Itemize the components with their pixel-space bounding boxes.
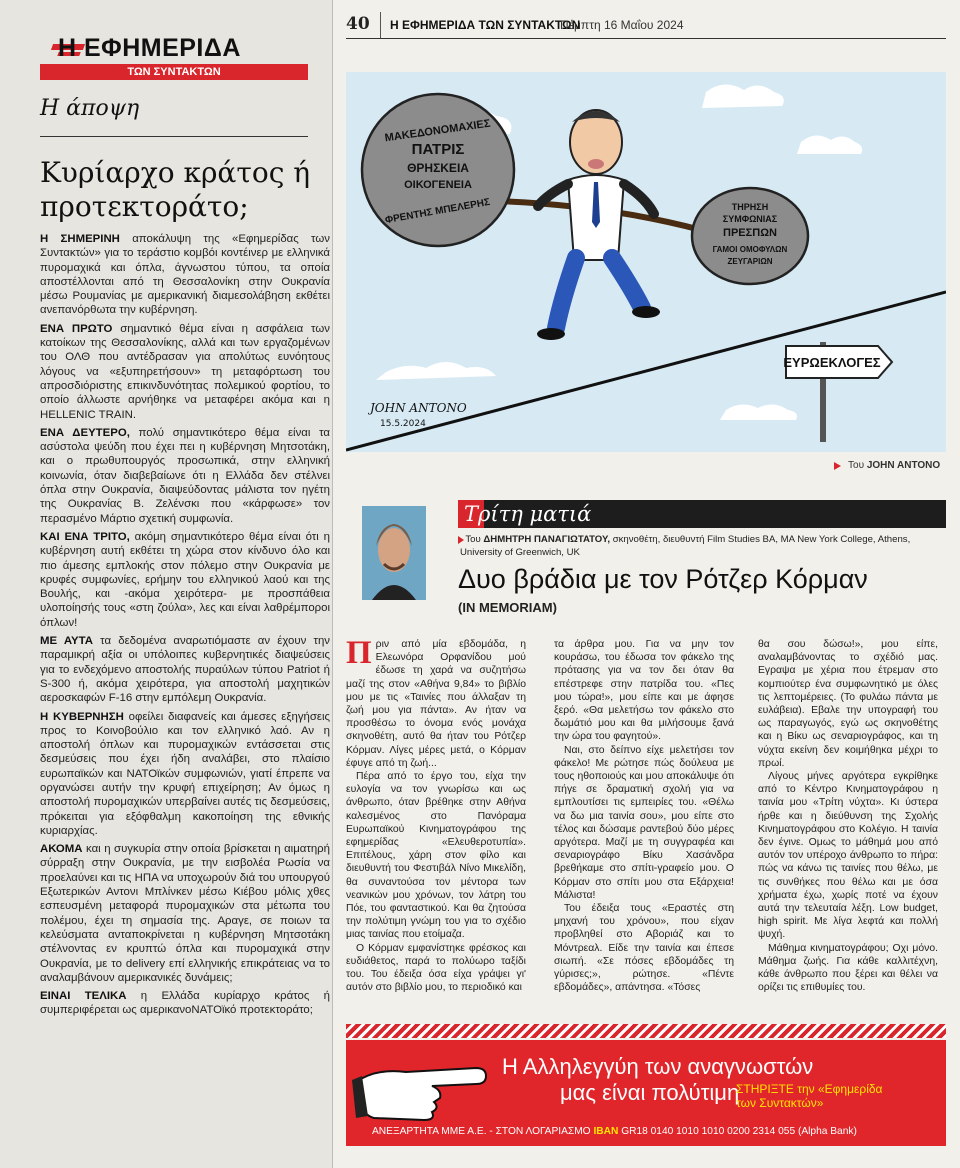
newspaper-logo: Η ΕΦΗΜΕΡΙΔΑ [58,34,241,62]
cartoon-credit: Του JOHN ANTONO [848,460,941,471]
pointing-hand-icon [352,1052,492,1122]
article-paragraph: Ναι, στο δείπνο είχε μελετήσει τον φάκελο! Με ρώτησε πώς δούλευα με τους ηθοποιούς και μου αποκάλυψε ότι πήγε σε δραματική σχολή για να εμπλουτίσει τις εμπειρίες του. «Θέλω να δω μια ταινία σου», μου είπε στο τέλος και δώσαμε ραντεβού δύο μέρες αργότερα. Μαζί με τη συγγραφέα και σεναριογράφο Βίκυ Χασάνδρα βρεθήκαμε στο σπίτι-γραφείο μου. Ο Κόρμαν στο σπίτι μου στα Εξάρχεια! Μάλιστα! [554,744,734,901]
article-paragraph: τα άρθρα μου. Για να μην τον κουράσω, του έδωσα τον φάκελο της πρότασης για να τον δει όταν θα επέστρεφε στην πατρίδα του. «Πες μου τώρα!», μου είπε και με άφησε ξερό. «Θα μελετήσω τον φάκελο στο δωμάτιό μου και θα μιλήσουμε ξανά την ώρα του φαγητού». [554,639,734,743]
article-title: Δυο βράδια με τον Ρότζερ Κόρμαν [458,564,868,594]
svg-text:ΦΡΕΝΤΗΣ ΜΠΕΛΕΡΗΣ: ΦΡΕΝΤΗΣ ΜΠΕΛΕΡΗΣ [384,196,491,227]
article-paragraph: Πέρα από το έργο του, είχα την ευλογία να τον γνωρίσω και ως άνθρωπο, όταν βρέθηκε στην Αθήνα καλεσμένος στο Πανόραμα Ευρωπαϊκού Κινηματογράφου της εφημερίδας «Ελευθεροτυπία». Επιτέλους, χάρη στον φίλο και διευθυντή του Φεστιβάλ Νίνο Μικελίδη, θα συναντούσα τον μέντορα των νεανικών μου χρόνων, τον λάτρη του Πόε, του φανταστικού. Και θα ζητούσα την πολύτιμη γνώμη του για το σχέδιο μιας ταινίας που ετοίμαζα. [346,771,526,941]
cartoon-signature: JOHN ANTONO [370,401,467,415]
svg-text:ΕΥΡΩΕΚΛΟΓΕΣ: ΕΥΡΩΕΚΛΟΓΕΣ [783,355,881,370]
svg-text:ΣΥΜΦΩΝΙΑΣ: ΣΥΜΦΩΝΙΑΣ [722,214,778,224]
editorial-paragraph: ΚΑΙ ΕΝΑ ΤΡΙΤΟ, ακόμη σημαντικότερο θέμα είναι ότι η κυβέρνηση αυτή εκθέτει τη χώρα στον κίνδυνο όλο και πιο άμεσης εμπλοκής στον πόλεμο στην Ουκρανία με κρυφές συμφωνίες, ερήμην του ελληνικού λαού και της Βουλής, και -ακόμα χειρότερα- με προσπάθεια υλοποίησής τους «στη ζούλα», λες και είναι λαθρέμποροι όπλων! [40,530,330,629]
svg-text:ΠΑΤΡΙΣ: ΠΑΤΡΙΣ [411,141,465,158]
section-label: Η άποψη [40,96,140,121]
svg-text:ΓΑΜΟΙ ΟΜΟΦΥΛΩΝ: ΓΑΜΟΙ ΟΜΟΦΥΛΩΝ [712,245,788,254]
ad-headline: Η Αλληλεγγύη των αναγνωστών [502,1054,814,1079]
ad-bank-details: ΑΝΕΞΑΡΤΗΤΑ ΜΜΕ Α.Ε. - ΣΤΟΝ ΛΟΓΑΡΙΑΣΜΟ IBAN GR18 0140 1010 1010 0200 2314 055 (Alpha Bank) [372,1126,857,1137]
author-byline: Του ΔΗΜΗΤΡΗ ΠΑΝΑΓΙΩΤΑΤΟΥ, σκηνοθέτη, διευθυντή Film Studies BA, MA New York College, Athens, University of Greenwich, UK [460,534,911,558]
drop-cap: Π [346,635,372,671]
article-paragraph: Ο Κόρμαν εμφανίστηκε φρέσκος και ευδιάθετος, παρά το πολύωρο ταξίδι του. Του έδειξα όσα είχα γράψει γι' αυτόν στο βιβλίο μου, το περιοδικό και [346,942,526,994]
editorial-paragraph: ΕΝΑ ΠΡΩΤΟ σημαντικό θέμα είναι η ασφάλεια των κατοίκων της Θεσσαλονίκης, αλλά και των εργαζομένων του ΟΛΘ που αντέδρασαν για απολύτως ευνόητους λόγους να «εξυπηρετήσουν» τη μεταφόρτωση του απροσδιόριστης επικινδυνότητας πολεμικού φορτίου, το οποίο άλλωστε αρνήθηκε να μεταφέρει ακόμα και η HELLENIC TRAIN. [40,322,330,421]
article-subtitle: (IN MEMORIAM) [458,600,557,615]
svg-text:ΖΕΥΓΑΡΙΩΝ: ΖΕΥΓΑΡΙΩΝ [727,257,773,266]
article-paragraph: Του έδειξα τους «Εραστές στη μηχανή του χρόνου», που είχαν προβληθεί στο Αβοριάζ και το Μόντρεαλ. Είδε την ταινία και έπεσε σιωπή. «Σε πόσες εβδομάδες τη γύρισες;», ρώτησε. «Πέντε εβδομάδες», απάντησα. «Τόσες [554,903,734,994]
editorial-paragraph: ΑΚΟΜΑ και η συγκυρία στην οποία βρίσκεται η αιματηρή σύρραξη στην Ουκρανία, με την εισβολέα Ρωσία να προελαύνει και τις ΗΠΑ να υποχωρούν διά του υπουργού Εξωτερικών Αντονι Μπλίνκεν μέσω Κιέβου μόλις χθες εσπευσμένη μεταφορά πυρομαχικών στα μέτωπα του πολέμου, έχει τη σημασία της. Αραγε, σε ποιων τα κελεύσματα ανταποκρίνεται η κυβέρνηση Μητσοτάκη στέλνοντας εν κρυπτώ όπλα και πυρομαχικά στην Ουκρανία, με το delivery επί ελληνικής επικράτειας να το αναλαμβάνουν αμερικανικές δυνάμεις; [40,843,330,984]
header-rule [346,38,946,39]
editorial-title: Κυρίαρχο κράτος ή προτεκτοράτο; [40,156,311,223]
page-number: 40 [346,14,370,34]
svg-text:ΜΑΚΕΔΟΝΟΜΑΧΙΕΣ: ΜΑΚΕΔΟΝΟΜΑΧΙΕΣ [384,117,492,145]
editorial-paragraph: Η ΣΗΜΕΡΙΝΗ αποκάλυψη της «Εφημερίδας των Συντακτών» για το τεράστιο κομβόι κοντέινερ με ελληνικά πυρομαχικά και όπλα, άγνωστου τύπου, τα οποία αποστέλλονται από τη Θεσσαλονίκη στην Ουκρανία μέσω Ρουμανίας με αμερικανική διαμεσολάβηση εκθέτει ανεπανόρθωτα την κυβέρνηση. [40,233,330,317]
editorial-paragraph: ΜΕ ΑΥΤΑ τα δεδομένα αναρωτιόμαστε αν έχουν την παραμικρή αξία οι υπόλοιπες κυβερνητικές διαψεύσεις για το ενδεχόμενο αποστολής πυραύλων τύπου Patriot ή S-300 ή, ακόμα χειρότερα, για αποστολή μαχητικών αεροσκαφών F-16 στην εμπόλεμη Ουκρανία. [40,635,330,705]
article-paragraph: Λίγους μήνες αργότερα εγκρίθηκε από το Κέντρο Κινηματογράφου η ταινία μου «Τρίτη νύχτα». Κι ύστερα ήρθε και η διεύθυνση της Σχολής Κινηματογράφου στο Κολέγιο. Η ταινία δεν έγινε. Ομως το μάθημά μου από αυτόν τον υπέροχο άνθρωπο το πήρα: πώς να κάνω τις ταινίες που θέλω, με τις συνθήκες που θέλω και με όσα χρήματα έχω, χωρίς ποτέ να έχουν αυτά την τελευταία λέξη. Low budget, high spirit. Με λίγα λεφτά και πολλή ψυχή. [758,771,938,941]
triangle-bullet-icon [834,462,841,470]
article-paragraph: Πριν από μία εβδομάδα, η Ελεωνόρα Ορφανίδου μού έδωσε τη χαρά να συζητήσω μαζί της στον «Αθήνα 9,84» το βιβλίο μου με τις «Ταινίες που άλλαξαν τη ζωή μου για πάντα». Αν ήταν να προσθέσω το όνομα ενός μονάχα σκηνοθέτη, αυτό θα ήταν του Ρότζερ Κόρμαν. Λίγες μέρες μετά, ο Κόρμαν έφυγε από τη ζωή... [346,635,526,769]
editorial-paragraph: ΕΝΑ ΔΕΥΤΕΡΟ, πολύ σημαντικότερο θέμα είναι τα ασύστολα ψεύδη που έχει πει η κυβέρνηση Μητσοτάκη, και ο πρωθυπουργός προσωπικά, στην ελληνική κοινωνία, όταν διαβεβαίωνε ότι η Ελλάδα δεν στέλνει όπλα στην Ουκρανία, διαψεύδοντας μάλιστα τον ηγέτη της Ουκρανίας Β. Ζελένσκι που «κάρφωσε» τον περασμένο Μάρτιο σχετική συμφωνία. [40,426,330,525]
header-separator [380,12,381,38]
column-divider [332,0,333,1168]
right-stone [692,188,808,284]
svg-text:ΟΙΚΟΓΕΝΕΙΑ: ΟΙΚΟΓΕΝΕΙΑ [404,179,472,191]
svg-text:ΤΗΡΗΣΗ: ΤΗΡΗΣΗ [731,202,769,212]
article-column-3 [758,638,938,994]
column-label: Τρίτη ματιά [464,502,592,526]
editorial-paragraph: Η ΚΥΒΕΡΝΗΣΗ οφείλει διαφανείς και άμεσες εξηγήσεις προς το Κοινοβούλιο και τον ελληνικό λαό. Αν η αποστολή όπλων και πυρομαχικών εντάσσεται στις δεσμεύσεις που έχει ήδη αναλάβει, στο πλαίσιο ευρωπαϊκών και ΝΑΤΟϊκών συμφωνιών, γιατί έπρεπε να οργανώσει αυτήν την κρυφή επιχείρηση; Αν όμως η αποστολή πυρομαχικών υπερβαίνει αυτές τις δεσμεύσεις, πρόκειται για εξόφθαλμη κακοποίηση της εθνικής κυριαρχίας. [40,710,330,837]
issue-date: Πέμπτη 16 Μαΐου 2024 [560,18,684,32]
newspaper-logo-subtitle: ΤΩΝ ΣΥΝΤΑΚΤΩΝ [127,66,221,78]
divider [40,136,308,137]
article-paragraph: Μάθημα κινηματογράφου; Οχι μόνο. Μάθημα ζωής. Για κάθε καλλιτέχνη, κάθε άνθρωπο που ξέρει και θέλει να ορίζει τις επιθυμίες του. [758,942,938,994]
editorial-paragraph: ΕΙΝΑΙ ΤΕΛΙΚΑ η Ελλάδα κυρίαρχο κράτος ή συμπεριφέρεται ως αμερικανοΝΑΤΟϊκό προτεκτοράτο; [40,990,330,1017]
author-portrait [362,506,426,600]
political-cartoon [346,72,946,452]
ad-stripe-border [346,1024,946,1038]
svg-text:ΠΡΕΣΠΩΝ: ΠΡΕΣΠΩΝ [723,227,777,239]
left-stone [362,94,514,246]
svg-text:ΘΡΗΣΚΕΙΑ: ΘΡΗΣΚΕΙΑ [407,161,469,175]
article-column-1 [346,635,526,994]
editorial-body [40,232,330,1022]
article-column-2 [554,638,734,994]
article-paragraph: θα σου δώσω!», μου είπε, αναλαμβάνοντας το σχέδιό μας. Εγραψα με χέρια που έτρεμαν στο κομπιούτερ ένα συμφωνητικό με όλες τις λεπτομέρειες. (Το φυλάω πάντα με ευλάβεια). Εβαλε την υπογραφή του ως παραγωγός, εγώ ως σκηνοθέτης και η Βίκυ ως σεναριογράφος, και τη νύχτα εκείνη δεν κοιμήθηκα μέχρι το πρωί. [758,639,938,769]
ad-headline: μας είναι πολύτιμη [560,1080,740,1105]
ad-support-text: ΣΤΗΡΙΞΤΕ την «Εφημερίδα των Συντακτών» [736,1082,883,1110]
cartoon-signature-date: 15.5.2024 [380,419,426,429]
paper-name: Η ΕΦΗΜΕΡΙΔΑ ΤΩΝ ΣΥΝΤΑΚΤΩΝ [390,18,581,32]
